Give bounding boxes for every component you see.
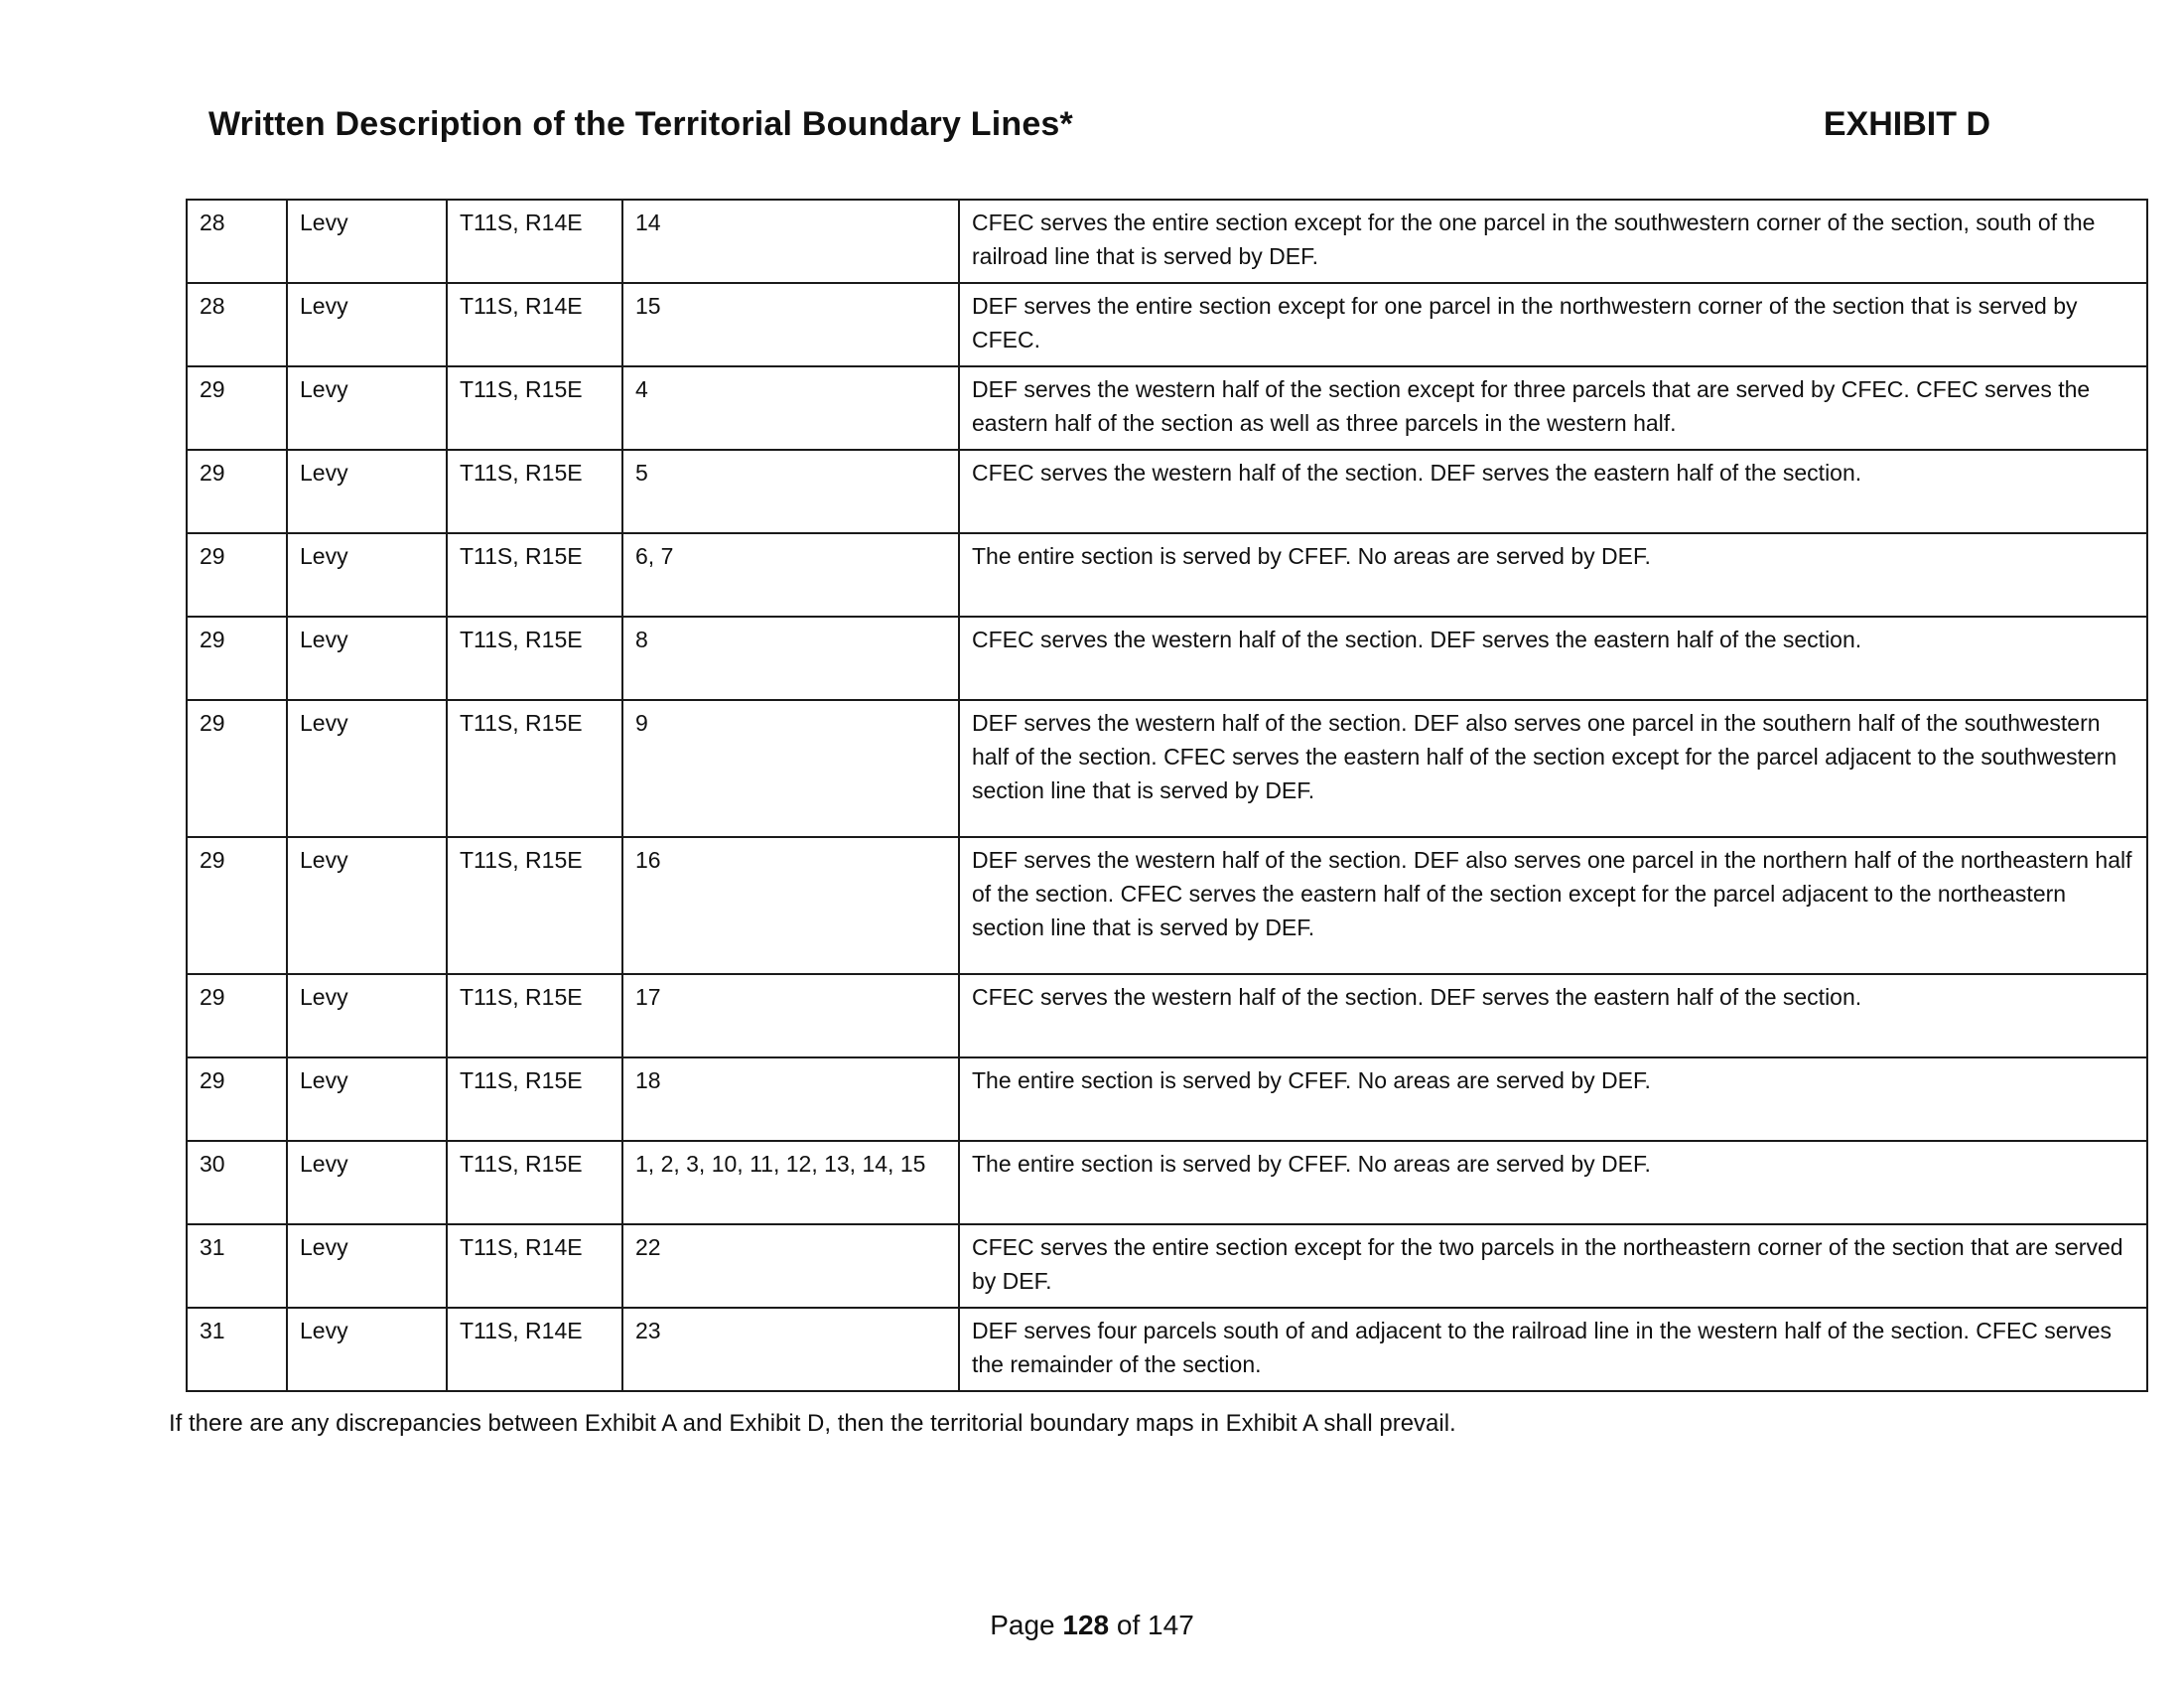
description-cell: DEF serves the western half of the section. DEF also serves one parcel in the northern half of the northeastern half of the section. CFEC serves the eastern half of the section except for the parcel adjacent to the northeastern section line that is served by DEF.: [959, 837, 2147, 974]
table-row: [187, 1141, 2147, 1224]
county-cell: Levy: [287, 1057, 447, 1141]
township-range-cell: T11S, R15E: [447, 837, 622, 974]
description-cell: DEF serves the entire section except for one parcel in the northwestern corner of the section that is served by CFEC.: [959, 283, 2147, 366]
page-prefix: Page: [990, 1610, 1055, 1640]
sheet-cell: 29: [187, 700, 287, 837]
table-row: [187, 700, 2147, 837]
township-range-cell: T11S, R15E: [447, 617, 622, 700]
sections-cell: 1, 2, 3, 10, 11, 12, 13, 14, 15: [622, 1141, 959, 1224]
sheet-cell: 29: [187, 1057, 287, 1141]
sections-cell: 6, 7: [622, 533, 959, 617]
page-title: Written Description of the Territorial Boundary Lines*: [208, 105, 1073, 143]
sheet-cell: 29: [187, 617, 287, 700]
township-range-cell: T11S, R14E: [447, 283, 622, 366]
sheet-cell: 30: [187, 1141, 287, 1224]
sections-cell: 16: [622, 837, 959, 974]
exhibit-label: EXHIBIT D: [1823, 105, 1990, 143]
footnote: If there are any discrepancies between Exhibit A and Exhibit D, then the territorial boundary maps in Exhibit A shall prevail.: [169, 1410, 1456, 1437]
township-range-cell: T11S, R15E: [447, 974, 622, 1057]
township-range-cell: T11S, R14E: [447, 200, 622, 283]
township-range-cell: T11S, R15E: [447, 700, 622, 837]
sheet-cell: 29: [187, 450, 287, 533]
table-row: [187, 366, 2147, 450]
description-cell: DEF serves the western half of the section. DEF also serves one parcel in the southern half of the southwestern half of the section. CFEC serves the eastern half of the section except for the parcel adjacent to the southwestern section line that is served by DEF.: [959, 700, 2147, 837]
description-cell: The entire section is served by CFEF. No areas are served by DEF.: [959, 1141, 2147, 1224]
township-range-cell: T11S, R14E: [447, 1224, 622, 1308]
sections-cell: 17: [622, 974, 959, 1057]
description-cell: The entire section is served by CFEF. No areas are served by DEF.: [959, 533, 2147, 617]
table-row: [187, 1057, 2147, 1141]
township-range-cell: T11S, R15E: [447, 533, 622, 617]
table-row: [187, 837, 2147, 974]
county-cell: Levy: [287, 700, 447, 837]
sections-cell: 14: [622, 200, 959, 283]
county-cell: Levy: [287, 1141, 447, 1224]
description-cell: CFEC serves the western half of the section. DEF serves the eastern half of the section.: [959, 450, 2147, 533]
boundary-table: [186, 199, 2148, 1392]
county-cell: Levy: [287, 617, 447, 700]
sections-cell: 22: [622, 1224, 959, 1308]
sheet-cell: 29: [187, 533, 287, 617]
total-pages: 147: [1148, 1610, 1194, 1640]
current-page: 128: [1062, 1610, 1110, 1640]
sheet-cell: 28: [187, 283, 287, 366]
sheet-cell: 28: [187, 200, 287, 283]
sheet-cell: 29: [187, 974, 287, 1057]
county-cell: Levy: [287, 1308, 447, 1391]
sections-cell: 18: [622, 1057, 959, 1141]
table-row: [187, 1224, 2147, 1308]
county-cell: Levy: [287, 837, 447, 974]
county-cell: Levy: [287, 974, 447, 1057]
description-cell: CFEC serves the western half of the section. DEF serves the eastern half of the section.: [959, 974, 2147, 1057]
description-cell: CFEC serves the entire section except for the one parcel in the southwestern corner of the section, south of the railroad line that is served by DEF.: [959, 200, 2147, 283]
township-range-cell: T11S, R15E: [447, 450, 622, 533]
page-of: of: [1116, 1610, 1141, 1640]
page-number: [0, 1610, 2184, 1641]
county-cell: Levy: [287, 1224, 447, 1308]
table-row: [187, 1308, 2147, 1391]
description-cell: The entire section is served by CFEF. No areas are served by DEF.: [959, 1057, 2147, 1141]
sheet-cell: 29: [187, 366, 287, 450]
table-row: [187, 283, 2147, 366]
sheet-cell: 31: [187, 1224, 287, 1308]
county-cell: Levy: [287, 283, 447, 366]
table-row: [187, 450, 2147, 533]
sheet-cell: 29: [187, 837, 287, 974]
sections-cell: 23: [622, 1308, 959, 1391]
table-row: [187, 200, 2147, 283]
sections-cell: 9: [622, 700, 959, 837]
county-cell: Levy: [287, 533, 447, 617]
county-cell: Levy: [287, 200, 447, 283]
description-cell: DEF serves the western half of the section except for three parcels that are served by CFEC. CFEC serves the eastern half of the section as well as three parcels in the western half.: [959, 366, 2147, 450]
township-range-cell: T11S, R15E: [447, 1141, 622, 1224]
sections-cell: 15: [622, 283, 959, 366]
sheet-cell: 31: [187, 1308, 287, 1391]
table-row: [187, 974, 2147, 1057]
county-cell: Levy: [287, 450, 447, 533]
table-row: [187, 617, 2147, 700]
township-range-cell: T11S, R15E: [447, 1057, 622, 1141]
sections-cell: 4: [622, 366, 959, 450]
county-cell: Levy: [287, 366, 447, 450]
township-range-cell: T11S, R14E: [447, 1308, 622, 1391]
description-cell: CFEC serves the western half of the section. DEF serves the eastern half of the section.: [959, 617, 2147, 700]
township-range-cell: T11S, R15E: [447, 366, 622, 450]
sections-cell: 8: [622, 617, 959, 700]
sections-cell: 5: [622, 450, 959, 533]
description-cell: DEF serves four parcels south of and adjacent to the railroad line in the western half of the section. CFEC serves the remainder of the section.: [959, 1308, 2147, 1391]
description-cell: CFEC serves the entire section except for the two parcels in the northeastern corner of the section that are served by DEF.: [959, 1224, 2147, 1308]
table-row: [187, 533, 2147, 617]
